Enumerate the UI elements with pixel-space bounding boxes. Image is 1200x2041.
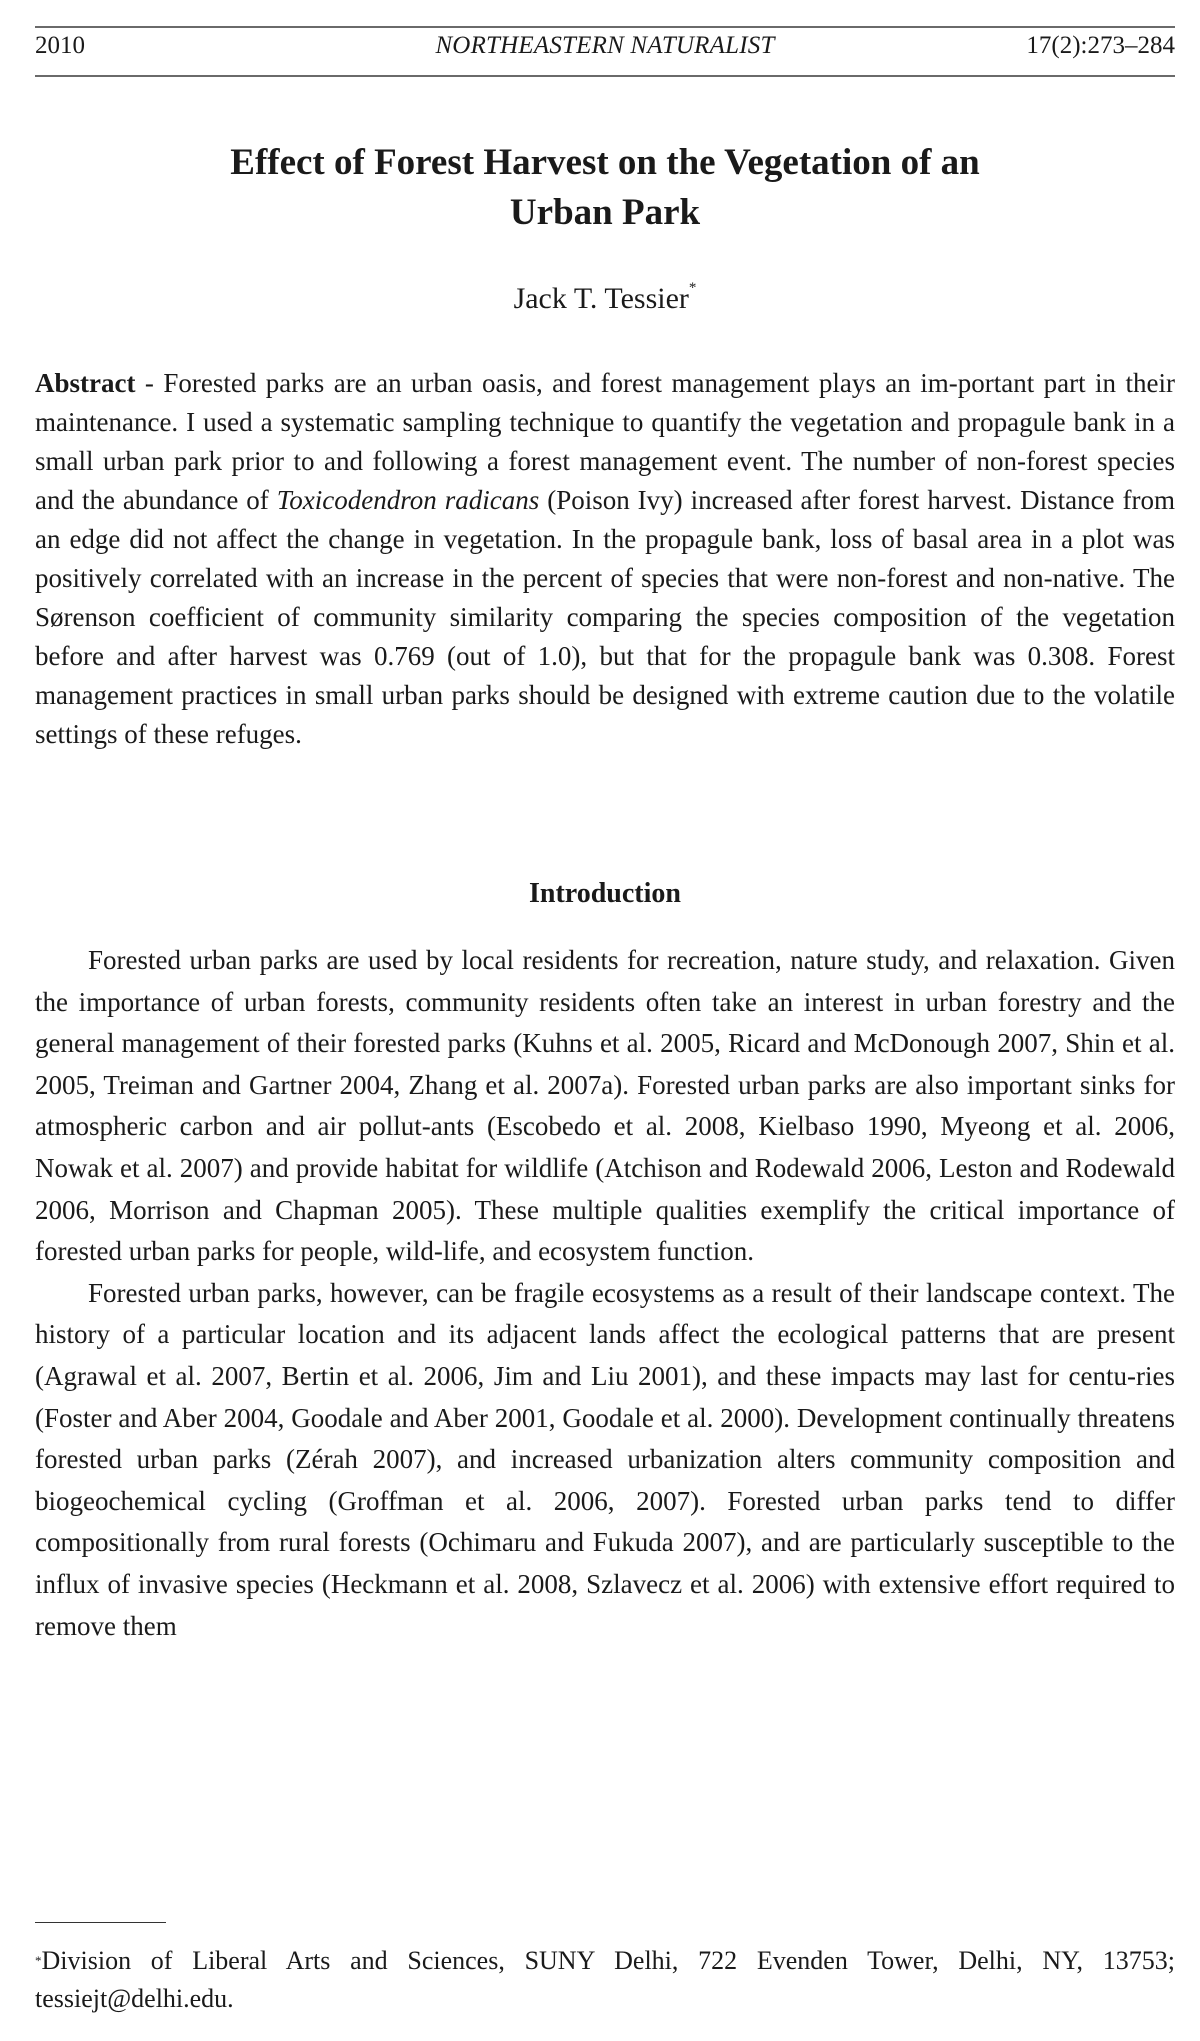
abstract bbox=[35, 364, 1175, 754]
volume-pages: 17(2):273–284 bbox=[1026, 32, 1175, 59]
introduction-paragraph-2: Forested urban parks, however, can be fragile ecosystems as a result of their landscape context. The history of a particular location and its adjacent lands affect the ecological patterns that are present (Agrawal et al. 2007, Bertin et al. 2006, Jim and Liu 2001), and these impacts may last for centu-ries (Foster and Aber 2004, Goodale and Aber 2001, Goodale et al. 2000). Development continually threatens forested urban parks (Zérah 2007), and increased urbanization alters community composition and biogeochemical cycling (Groffman et al. 2006, 2007). Forested urban parks tend to differ compositionally from rural forests (Ochimaru and Fukuda 2007), and are particularly susceptible to the influx of invasive species (Heckmann et al. 2008, Szlavecz et al. 2006) with extensive effort required to remove them bbox=[35, 1277, 1175, 1641]
abstract-species-name: Toxicodendron radicans bbox=[276, 485, 540, 515]
article-title bbox=[35, 138, 1175, 238]
abstract-text-part-2: (Poison Ivy) increased after forest harvest. Distance from an edge did not affect the change in vegetation. In the propagule bank, loss of basal area in a plot was positively correlated with an increase in the percent of species that were non-forest and non-native. The Sørenson coefficient of community similarity comparing the species composition of the vegetation before and after harvest was 0.769 (out of 1.0), but that for the propagule bank was 0.308. Forest management practices in small urban parks should be designed with extreme caution due to the volatile settings of these refuges. bbox=[35, 485, 1175, 749]
article-title-line-1: Effect of Forest Harvest on the Vegetation of an bbox=[230, 142, 980, 183]
abstract-label: Abstract bbox=[35, 368, 136, 398]
introduction-body bbox=[35, 940, 1175, 1647]
journal-name: NORTHEASTERN NATURALIST bbox=[435, 32, 775, 59]
footnote-mark: * bbox=[35, 1953, 42, 1968]
section-heading-introduction: Introduction bbox=[529, 878, 681, 909]
abstract-separator: - bbox=[135, 368, 164, 398]
author-footnote-mark: * bbox=[688, 280, 697, 296]
abstract-text-part-1: Forested parks are an urban oasis, and forest management plays an im-portant part in their maintenance. I used a systematic sampling technique to quantify the vegetation and propagule bank in a small urban park prior to and following a forest management event. The number of non-forest species and the abundance of bbox=[35, 368, 1175, 515]
author-name: Jack T. Tessier bbox=[513, 282, 689, 315]
article-title-line-2: Urban Park bbox=[509, 192, 701, 233]
header-rule-top bbox=[35, 26, 1175, 28]
author-affiliation-footnote bbox=[35, 1942, 1175, 2018]
author-line bbox=[35, 282, 1175, 316]
running-head bbox=[35, 26, 1175, 76]
footnote-divider bbox=[35, 1922, 166, 1923]
footnote-text: Division of Liberal Arts and Sciences, SUNY Delhi, 722 Evenden Tower, Delhi, NY, 13753; tessiejt@delhi.edu. bbox=[35, 1946, 1175, 2013]
introduction-paragraph-1: Forested urban parks are used by local residents for recreation, nature study, and relaxation. Given the importance of urban forests, community residents often take an interest in urban forestry and the general management of their forested parks (Kuhns et al. 2005, Ricard and McDonough 2007, Shin et al. 2005, Treiman and Gartner 2004, Zhang et al. 2007a). Forested urban parks are also important sinks for atmospheric carbon and air pollut-ants (Escobedo et al. 2008, Kielbaso 1990, Myeong et al. 2006, Nowak et al. 2007) and provide habitat for wildlife (Atchison and Rodewald 2006, Leston and Rodewald 2006, Morrison and Chapman 2005). These multiple qualities exemplify the critical importance of forested urban parks for people, wild-life, and ecosystem function. bbox=[35, 945, 1175, 1267]
publication-year: 2010 bbox=[35, 32, 85, 59]
header-rule-bottom bbox=[35, 75, 1175, 77]
